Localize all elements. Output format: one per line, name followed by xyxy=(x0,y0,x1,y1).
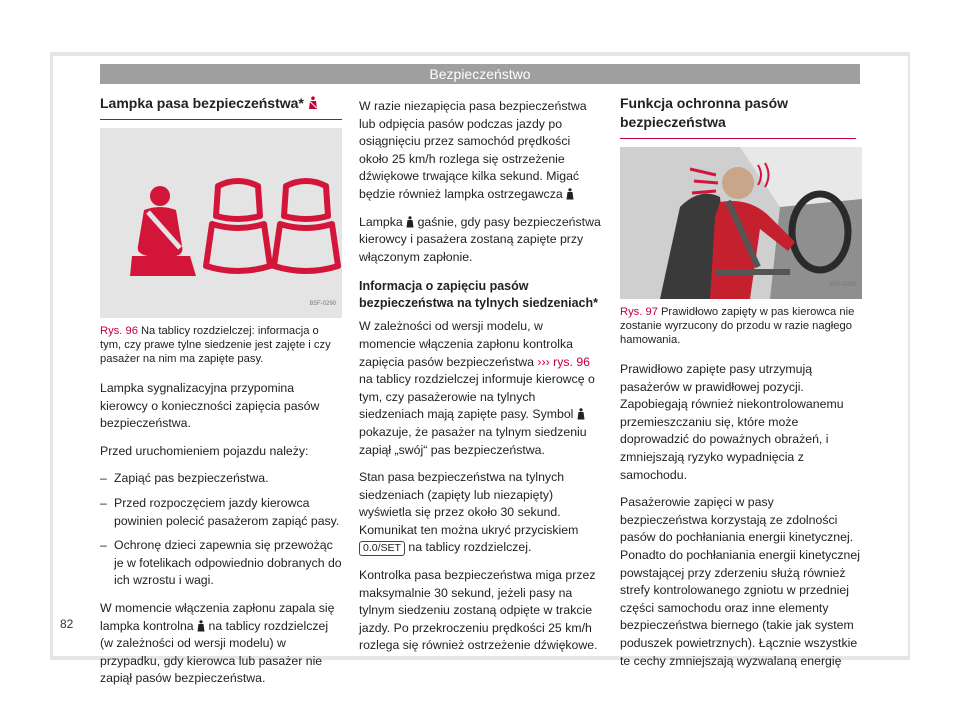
subheading: Informacja o zapięciu pasów bezpieczeństwa na tylnych siedzeniach* xyxy=(359,279,598,311)
column-middle xyxy=(359,98,601,665)
figure-link[interactable]: ››› rys. 96 xyxy=(537,354,591,369)
section-title-belt-protection: Funkcja ochronna pasów bezpieczeństwa xyxy=(620,94,856,139)
figure-driver-belted xyxy=(620,147,862,299)
driver-illustration xyxy=(620,147,862,299)
figure-caption: Rys. 96 Na tablicy rozdzielczej: informacja o tym, czy prawe tylne siedzenie jest zajęte i czy pasażer na nim ma zapięte pasy. xyxy=(100,325,331,365)
list-item: – Zapiąć pas bezpieczeństwa. xyxy=(100,471,269,486)
paragraph: Lampka gaśnie, gdy pasy bezpieczeństwa kierowcy i pasażera zostaną zapięte przy włączonym zapłonie. xyxy=(359,214,601,264)
paragraph: Prawidłowo zapięte pasy utrzymują pasażerów w prawidłowej pozycji. Zapobiegają również niekontrolowanemu przemieszczaniu się, które może doprowadzić do poważnych obrażeń, i zmniejszają ryzyko wypadnięcia z samochodu. xyxy=(620,362,844,482)
paragraph: W momencie włączenia zapłonu zapala się lampka kontrolna na tablicy rozdzielczej (w zależności od wersji modelu) w przypadku, gdy kierowca lub pasażer nie zapiął pasów bezpieczeństwa. xyxy=(100,600,335,686)
figure-code: B5F-0295 xyxy=(829,282,856,289)
figure-code: B5F-0290 xyxy=(309,301,336,308)
column-right xyxy=(620,92,862,680)
instruction-list xyxy=(100,470,342,590)
section-title-seatbelt-lamp: Lampka pasa bezpieczeństwa* xyxy=(100,94,342,120)
seatbelt-icon xyxy=(566,188,574,200)
seatbelt-icon xyxy=(577,408,585,420)
paragraph: W razie niezapięcia pasa bezpieczeństwa lub odpięcia pasów podczas jazdy po osiągnięciu przez samochód prędkości około 25 km/h rozlega się ostrzeżenie dźwiękowe trwające kilka sekund. Migać będzie również lampka ostrzegawcza xyxy=(359,99,587,201)
set-key: 0.0/SET xyxy=(359,541,405,556)
paragraph: Stan pasa bezpieczeństwa na tylnych siedzeniach (zapięty lub niezapięty) wyświetla się przez około 30 sekund. Komunikat ten można ukryć przyciskiem 0.0/SET na tablicy rozdzielczej. xyxy=(359,470,579,555)
figure-dashboard-seat-indicator xyxy=(100,128,342,318)
paragraph: Pasażerowie zapięci w pasy bezpieczeństwa korzystają ze zdolności pasów do pochłaniania energii kinetycznej. Ponadto do pochłaniania energii kinetycznej powstającej przy zderzeniu służą również strefy kontrolowanego zgniotu w przedniej części samochodu oraz inne elementy bezpieczeństwa biernego (takie jak system poduszek powietrznych). Łącznie wszystkie te cechy zmniejszają wyzwalaną energię xyxy=(620,495,860,668)
paragraph: Przed uruchomieniem pojazdu należy: xyxy=(100,443,309,458)
seatbelt-icon xyxy=(197,620,205,632)
seatbelt-icon xyxy=(406,216,414,228)
section-header: Bezpieczeństwo xyxy=(100,64,860,84)
paragraph: Kontrolka pasa bezpieczeństwa miga przez maksymalnie 30 sekund, jeżeli pasy na tylnym siedzeniu zostaną odpięte w trakcie jazdy. Po przekroczeniu prędkości 25 km/h rozlega się również ostrzeżenie dźwiękowe. xyxy=(359,568,598,653)
figure-caption: Rys. 97 Prawidłowo zapięty w pas kierowca nie zostanie wyrzucony do przodu w razie nagłego hamowania. xyxy=(620,306,855,346)
column-left xyxy=(100,92,342,698)
page-number: 82 xyxy=(60,617,74,631)
rear-seat-left-icon xyxy=(206,181,270,271)
paragraph: Lampka sygnalizacyjna przypomina kierowcy o konieczności zapięcia pasów bezpieczeństwa. xyxy=(100,381,320,431)
list-item: – Przed rozpoczęciem jazdy kierowca powinien polecić pasażerom zapiąć pasy. xyxy=(100,495,340,528)
seatbelt-warning-icon xyxy=(308,96,318,110)
rear-seat-right-icon xyxy=(274,181,338,271)
list-item: – Ochronę dzieci zapewnia się przewożąc je w fotelikach odpowiednio dobranych do ich wzrostu i wagi. xyxy=(100,538,342,588)
paragraph: W zależności od wersji modelu, w momencie włączenia zapłonu kontrolka zapięcia pasów bezpieczeństwa ››› rys. 96 na tablicy rozdzielczej informuje kierowcę o tym, czy pasażerowie na tylnych siedzeniach mają zapięte pasy. Symbol pokazuje, że pasażer na tylnym siedzeniu zapiął „swój“ pas bezpieczeństwa. xyxy=(359,319,595,457)
seat-indicator-illustration xyxy=(100,128,342,318)
